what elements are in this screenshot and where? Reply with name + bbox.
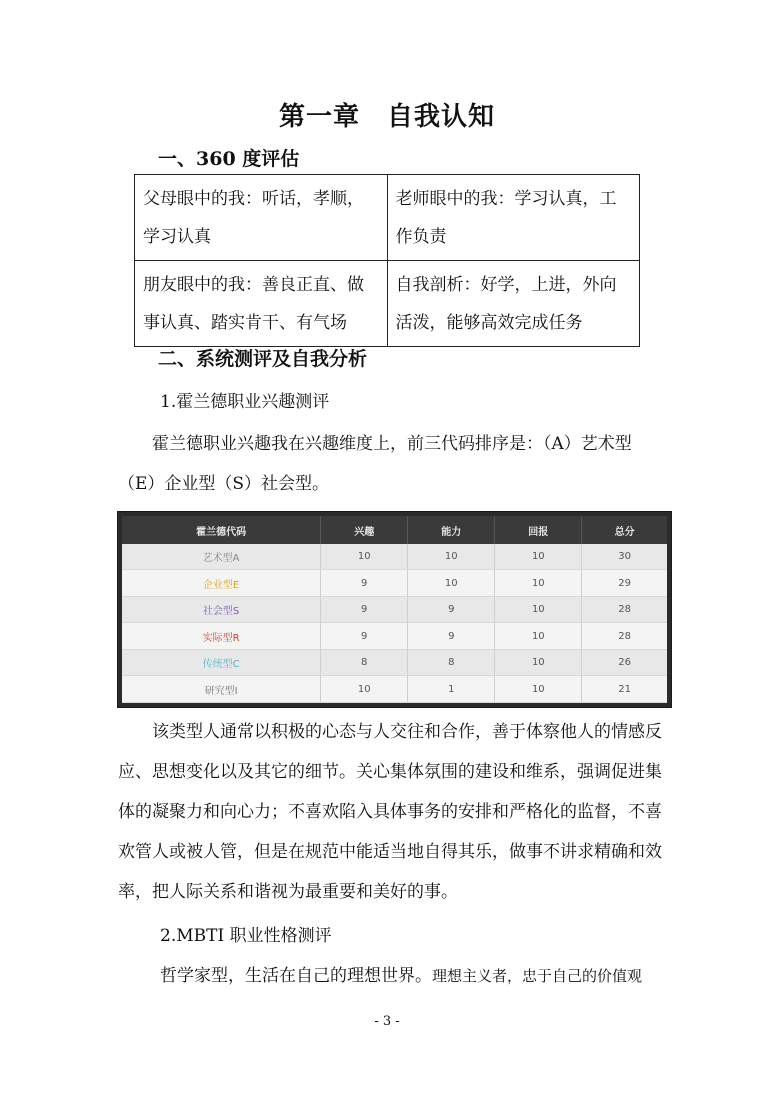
holland-cell-code: 研究型I [122, 676, 321, 703]
holland-cell-reward: 10 [495, 544, 582, 570]
holland-row [122, 676, 667, 703]
holland-table [122, 516, 667, 703]
paragraph-holland-analysis: 该类型人通常以积极的心态与人交往和合作，善于体察他人的情感反应、思想变化以及其它的细节。关心集体氛围的建设和维系，强调促进集体的凝聚力和向心力；不喜欢陷入具体事务的安排和严格化的监督，不喜欢管人或被人管，但是在规范中能适当地自得其乐，做事不讲求精确和效率，把人际关系和谐视为最重要和美好的事。 [118, 722, 662, 902]
table-cell-teachers: 老师眼中的我：学习认真，工作负责 [387, 175, 640, 261]
holland-cell-ability: 8 [408, 649, 495, 676]
page-title: 第一章 自我认知 [278, 102, 495, 132]
holland-cell-total: 28 [582, 623, 667, 650]
holland-header-ability: 能力 [408, 516, 495, 544]
holland-cell-total: 21 [582, 676, 667, 703]
holland-cell-ability: 10 [408, 570, 495, 597]
holland-row [122, 596, 667, 623]
holland-header-reward: 回报 [495, 516, 582, 544]
holland-cell-interest: 10 [321, 676, 408, 703]
holland-cell-code: 企业型E [122, 570, 321, 597]
table-row [135, 175, 640, 261]
holland-cell-reward: 10 [495, 570, 582, 597]
holland-cell-interest: 8 [321, 649, 408, 676]
table-cell-friends: 朋友眼中的我：善良正直、做事认真、踏实肯干、有气场 [135, 261, 388, 347]
paragraph-mbti [160, 956, 680, 996]
holland-cell-ability: 9 [408, 596, 495, 623]
holland-cell-ability: 10 [408, 544, 495, 570]
holland-cell-interest: 9 [321, 623, 408, 650]
table-cell-parents: 父母眼中的我：听话，孝顺，学习认真 [135, 175, 388, 261]
holland-cell-reward: 10 [495, 623, 582, 650]
holland-cell-code: 实际型R [122, 623, 321, 650]
holland-table-image [118, 512, 671, 707]
holland-row [122, 544, 667, 570]
subheading-mbti: 2.MBTI 职业性格测评 [160, 926, 332, 946]
holland-cell-code: 社会型S [122, 596, 321, 623]
holland-cell-code: 传统型C [122, 649, 321, 676]
mbti-text-main: 哲学家型，生活在自己的理想世界。 [160, 966, 432, 986]
holland-header-total: 总分 [582, 516, 667, 544]
paragraph-holland-intro: 霍兰德职业兴趣我在兴趣维度上，前三代码排序是：（A）艺术型（E）企业型（S）社会型。 [118, 434, 632, 494]
table-cell-self: 自我剖析：好学，上进，外向活泼，能够高效完成任务 [387, 261, 640, 347]
holland-header-code: 霍兰德代码 [122, 516, 321, 544]
section-heading-system: 二、系统测评及自我分析 [158, 348, 368, 370]
holland-header-interest: 兴趣 [321, 516, 408, 544]
page-number: - 3 - [374, 1014, 400, 1029]
mbti-text-small: 理想主义者，忠于自己的价值观 [432, 967, 643, 985]
holland-cell-reward: 10 [495, 596, 582, 623]
holland-cell-reward: 10 [495, 649, 582, 676]
holland-cell-ability: 9 [408, 623, 495, 650]
holland-cell-interest: 10 [321, 544, 408, 570]
holland-cell-total: 30 [582, 544, 667, 570]
subheading-holland: 1.霍兰德职业兴趣测评 [160, 392, 330, 412]
holland-cell-reward: 10 [495, 676, 582, 703]
holland-header-row [122, 516, 667, 544]
holland-cell-code: 艺术型A [122, 544, 321, 570]
holland-row [122, 649, 667, 676]
holland-row [122, 623, 667, 650]
table-row [135, 261, 640, 347]
holland-cell-ability: 1 [408, 676, 495, 703]
holland-row [122, 570, 667, 597]
evaluation-table [134, 174, 640, 347]
section-heading-360: 一、360 度评估 [158, 148, 300, 170]
holland-cell-total: 26 [582, 649, 667, 676]
holland-cell-total: 28 [582, 596, 667, 623]
holland-cell-interest: 9 [321, 570, 408, 597]
holland-cell-interest: 9 [321, 596, 408, 623]
holland-cell-total: 29 [582, 570, 667, 597]
